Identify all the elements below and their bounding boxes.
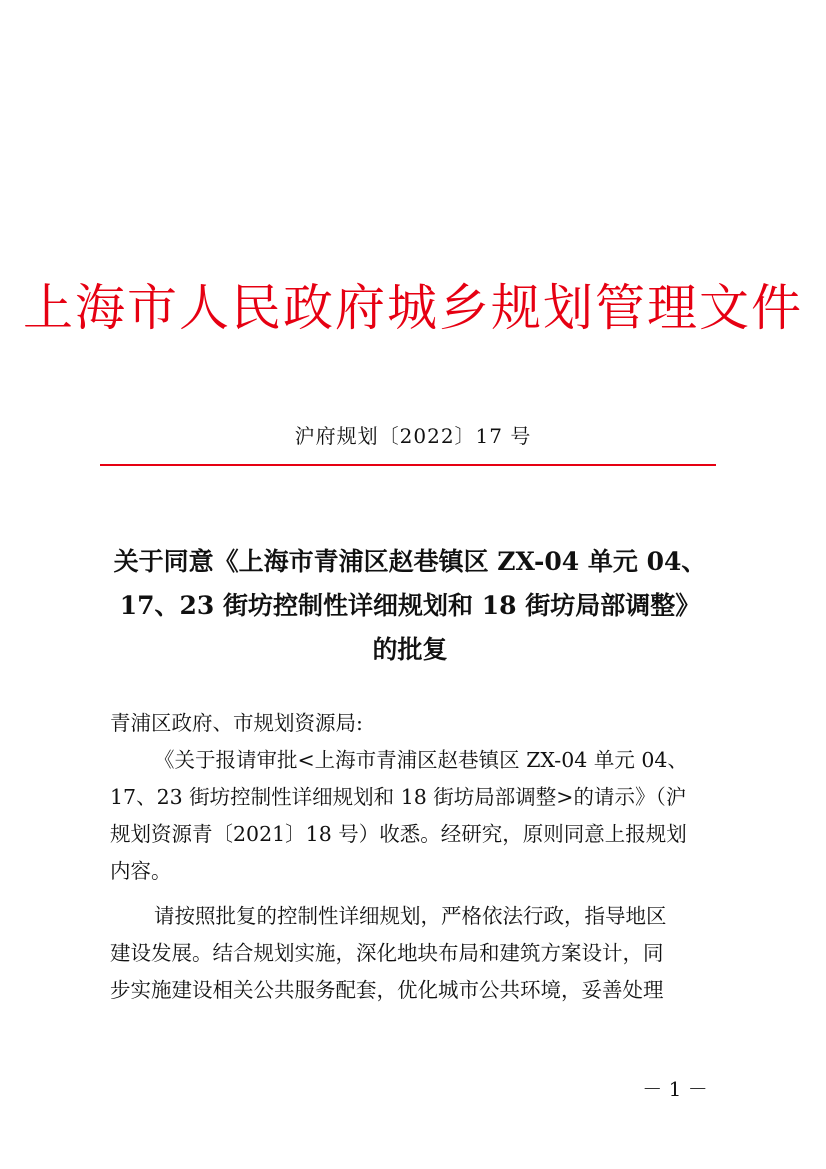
addressee: 青浦区政府、市规划资源局: [110, 711, 363, 735]
header-red-divider [100, 464, 716, 466]
document-number: 沪府规划〔2022〕17 号 [294, 424, 532, 448]
document-title [100, 540, 720, 672]
paragraph-1-line: 内容。 [110, 859, 172, 883]
paragraph-2-line: 步实施建设相关公共服务配套，优化城市公共环境，妥善处理 [110, 978, 664, 1002]
paragraph-2-line: 建设发展。结合规划实施，深化地块布局和建筑方案设计，同 [110, 941, 664, 965]
document-header-title: 上海市人民政府城乡规划管理文件 [23, 279, 803, 337]
paragraph-1-line: 《关于报请审批<上海市青浦区赵巷镇区 ZX-04 单元 04、 [154, 748, 688, 772]
paragraph-1-line: 规划资源青〔2021〕18 号）收悉。经研究，原则同意上报规划 [110, 822, 687, 846]
paragraph-1-line: 17、23 街坊控制性详细规划和 18 街坊局部调整>的请示》（沪 [110, 785, 687, 809]
document-title-line: 关于同意《上海市青浦区赵巷镇区 ZX-04 单元 04、 [113, 547, 707, 576]
paragraph-2-line: 请按照批复的控制性详细规划，严格依法行政，指导地区 [154, 904, 667, 928]
document-body [110, 705, 720, 1009]
page-number: － 1 － [642, 1077, 708, 1101]
document-title-line: 的批复 [372, 635, 448, 664]
document-title-line: 17、23 街坊控制性详细规划和 18 街坊局部调整》 [119, 591, 701, 620]
